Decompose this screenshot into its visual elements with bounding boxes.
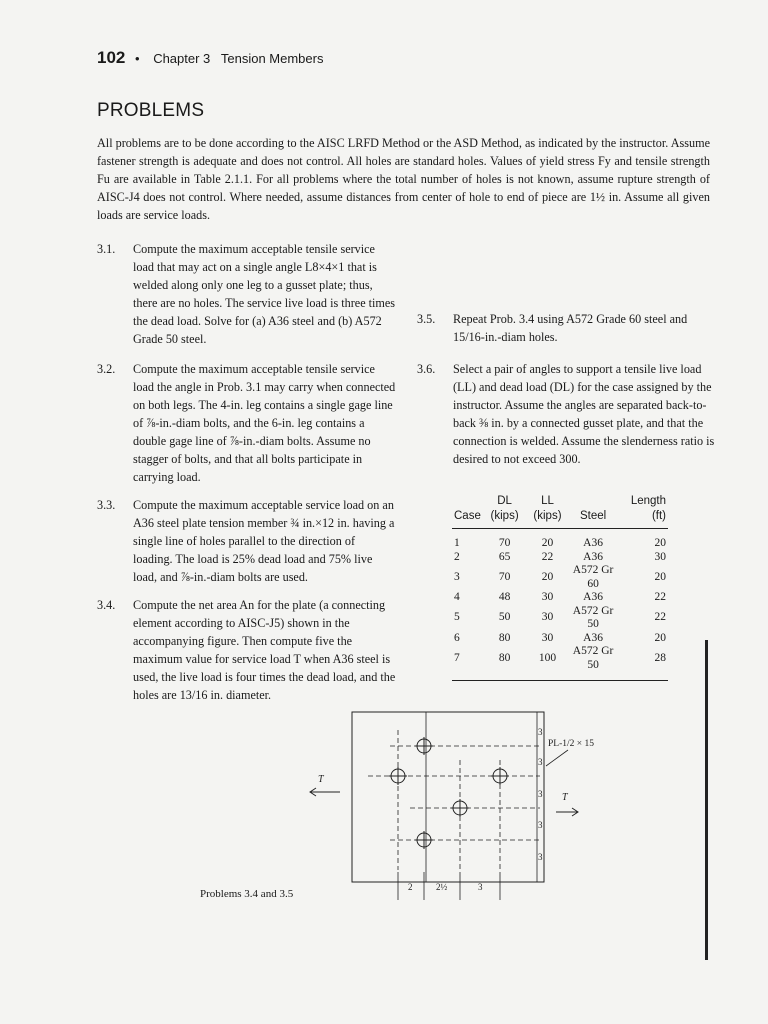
table-cell: 70 (498, 570, 511, 583)
col-header-length: Length (ft) (618, 494, 668, 529)
table-cell: 20 (541, 537, 554, 549)
table-cell: A36 (583, 591, 603, 603)
problem-text: Repeat Prob. 3.4 using A572 Grade 60 steel and 15/16-in.-diam holes. (453, 312, 688, 344)
dim-label: 3 (538, 820, 543, 830)
problem-number: 3.3. (97, 498, 116, 512)
intro-paragraph: All problems are to be done according to the AISC LRFD Method or the ASD Method, as indicated by the instructor. Assume fastener strength is adequate and does not control. All holes are standard holes. Values of yield stress Fy and tensile strength Fu are available in Table 2.1.1. For all problems where the total number of holes is not known, assume rupture strength of AISC-J4 does not control. Where needed, assume distances from center of hole to end of piece are 1½ in. Assume all given loads are service loads. (97, 136, 710, 222)
problem-number: 3.6. (417, 362, 436, 376)
table-cell: 65 (498, 550, 511, 563)
horizontal-dims (398, 872, 500, 900)
table-cell: 30 (541, 631, 554, 644)
dim-label: 3 (538, 852, 543, 862)
table-cell: 50 (498, 611, 511, 624)
dim-label: 3 (478, 882, 483, 892)
col-header-case: Case (452, 494, 483, 529)
table-cell: 22 (541, 550, 554, 563)
section-title: PROBLEMS (97, 100, 205, 121)
table-cell: 80 (498, 631, 511, 644)
table-cell: 70 (498, 537, 511, 549)
dim-label: 2 (408, 882, 413, 892)
chapter-title: Chapter 3 Tension Members (153, 51, 324, 66)
dim-label: 3 (538, 757, 543, 767)
plate-figure (300, 700, 594, 905)
table-cell: A36 (583, 537, 603, 549)
problem-text: Compute the maximum acceptable tensile service load that may act on a single angle L8×4×1 that is welded along only one leg to a gusset plate; thus, there are no holes. The service live load is three times the dead load. Solve for (a) A36 steel and (b) A572 Grade 50 steel. (133, 242, 396, 346)
table-cell: 20 (654, 570, 666, 583)
cases-table-body (452, 529, 668, 681)
table-row (452, 529, 668, 551)
table-cell: A36 (583, 550, 603, 563)
load-label-right: T (562, 792, 568, 803)
table-cell: 1 (454, 537, 460, 549)
problem-text (133, 596, 397, 704)
problem-3-4 (97, 596, 397, 704)
dim-label: 3 (538, 727, 543, 737)
load-label-left: T (318, 774, 324, 785)
cases-table-wrap (452, 494, 668, 681)
table-cell: 5 (454, 611, 460, 624)
table-row (452, 564, 668, 591)
problem-text: Compute the maximum acceptable tensile service load the angle in Prob. 3.1 may carry when connected on both legs. The 4-in. leg contains a single gage line of ⅞-in.-diam bolts, and the 6-in. leg contains a double gage line of ⅞-in.-diam bolts. Assume no stagger of bolts, and that all bolts participate in carrying load. (133, 362, 396, 484)
table-cell: 20 (654, 537, 666, 549)
table-cell: 80 (483, 645, 527, 681)
table-cell: 3 (454, 570, 460, 583)
problem-number: 3.4. (97, 598, 116, 612)
table-cell: 100 (526, 645, 568, 681)
page-number: 102 (97, 48, 126, 67)
page-edge-rule (705, 640, 708, 960)
problem-3-1 (97, 240, 397, 348)
problem-3-2 (97, 360, 397, 486)
col-header-dl: DL (kips) (483, 494, 527, 529)
plate-callout-leader (546, 750, 568, 766)
table-cell: 20 (541, 570, 554, 583)
gage-lines (368, 730, 540, 870)
table-cell: 30 (541, 611, 554, 624)
table-cell: 6 (454, 631, 460, 644)
bolt-holes (389, 737, 509, 849)
problem-text: Compute the maximum acceptable service load on an A36 steel plate tension member ¾ in.×12 in. having a single line of holes parallel to the direction of loading. The load is 25% dead load and 75% live load, and ⅞-in.-diam bolts are used. (133, 498, 395, 584)
col-header-ll: LL (kips) (526, 494, 568, 529)
col-header-steel: Steel (569, 494, 618, 529)
plate-outline (352, 712, 544, 882)
table-cell: 2 (454, 550, 460, 563)
problem-3-5 (417, 310, 717, 346)
table-cell: A572 Gr 50 (572, 604, 614, 630)
figure-caption: Problems 3.4 and 3.5 (200, 888, 294, 900)
problem-number: 3.5. (417, 312, 436, 326)
table-cell: A36 (583, 631, 603, 644)
problem-3-4-text: Compute the net area An for the plate (a connecting element according to AISC-J5) shown in the accompanying figure. Then compute five the maximum value for service load T when A36 steel is used, the live load is four times the dead load, and the holes are 13/16 in. diameter. (133, 598, 396, 702)
problem-3-6 (417, 360, 717, 468)
running-header (97, 48, 323, 68)
table-row (452, 605, 668, 632)
table-cell: 28 (618, 645, 668, 681)
table-cell: 30 (541, 591, 554, 603)
table-cell: 30 (654, 550, 666, 563)
problem-3-3 (97, 496, 397, 586)
vertical-dims (538, 727, 543, 862)
table-cell: 20 (654, 631, 666, 644)
dim-label: 3 (538, 789, 543, 799)
problem-number: 3.2. (97, 362, 116, 376)
table-cell: 22 (654, 591, 666, 603)
table-row (452, 591, 668, 605)
header-bullet: • (135, 51, 140, 66)
problem-text: Select a pair of angles to support a tensile live load (LL) and dead load (DL) for the case assigned by the instructor. Assume the angles are separated back-to-back ⅜ in. by a connected gusset plate, and that the connection is welded. Assume the slenderness ratio is desired to not exceed 300. (453, 362, 715, 466)
table-row (452, 632, 668, 646)
table-cell: 4 (454, 591, 460, 603)
plate-label: PL-1/2 × 15 (548, 739, 594, 749)
table-row (452, 551, 668, 565)
problem-number: 3.1. (97, 242, 116, 256)
table-cell: 22 (654, 611, 666, 624)
dim-label: 2½ (436, 882, 448, 892)
table-row (452, 645, 668, 681)
cases-table (452, 494, 668, 681)
table-cell: A572 Gr 60 (572, 564, 614, 590)
table-cell: 7 (452, 645, 483, 681)
table-cell: A572 Gr 50 (569, 645, 618, 681)
table-cell: 48 (498, 591, 511, 603)
